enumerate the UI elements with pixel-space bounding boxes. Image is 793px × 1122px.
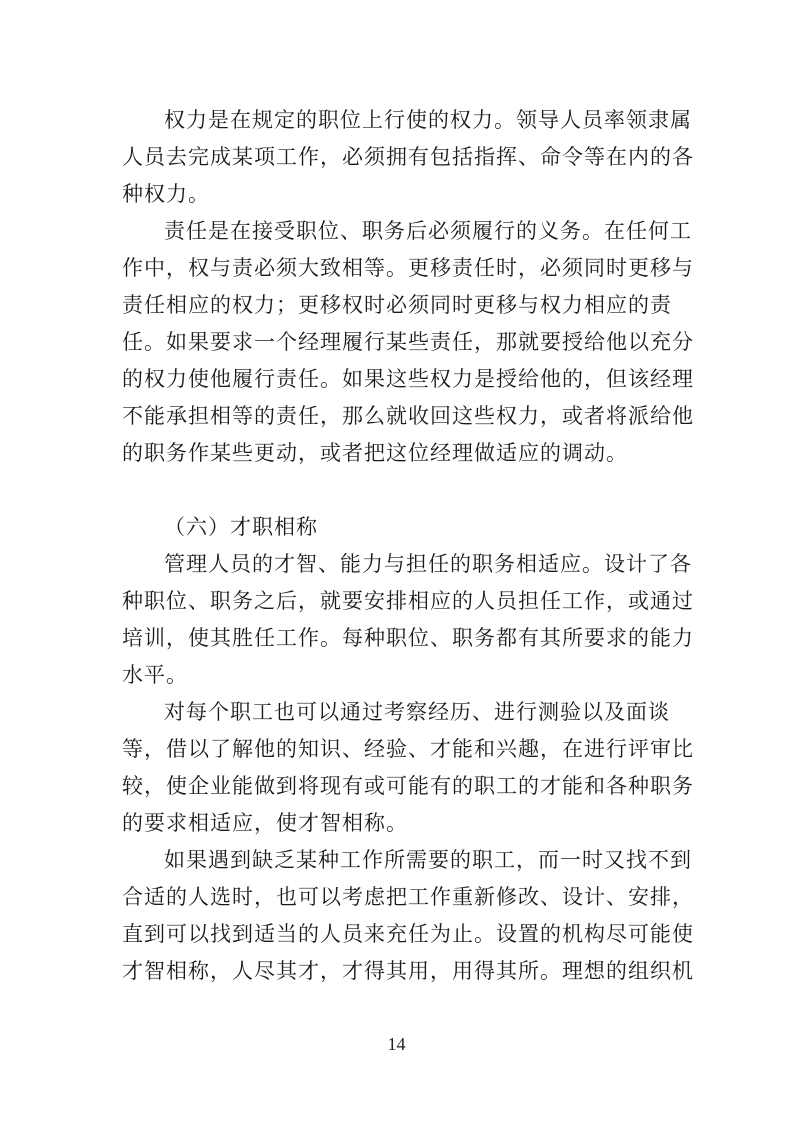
section-heading: （六）才职相称 <box>164 515 318 539</box>
paragraph-2-line-5: 的权力使他履行责任。如果这些权力是授给他的，但该经理 <box>122 367 694 391</box>
paragraph-2-line-3: 责任相应的权力；更移权时必须同时更移与权力相应的责 <box>122 293 672 317</box>
section-paragraph-3-line-2: 合适的人选时，也可以考虑把工作重新修改、设计、安排， <box>122 885 694 909</box>
section-paragraph-3-line-4: 才智相称，人尽其才，才得其用，用得其所。理想的组织机 <box>122 959 694 983</box>
paragraph-2-line-2: 作中，权与责必须大致相等。更移责任时，必须同时更移与 <box>122 256 694 280</box>
section-paragraph-1-line-3: 培训，使其胜任工作。每种职位、职务都有其所要求的能力 <box>122 626 694 650</box>
paragraph-2-line-6: 不能承担相等的责任，那么就收回这些权力，或者将派给他 <box>122 404 694 428</box>
section-paragraph-2-line-1: 对每个职工也可以通过考察经历、进行测验以及面谈 <box>164 700 670 724</box>
page-number: 14 <box>387 1034 406 1054</box>
paragraph-1-line-2: 人员去完成某项工作，必须拥有包括指挥、命令等在内的各 <box>122 145 694 169</box>
section-paragraph-1-line-4: 水平。 <box>122 663 188 687</box>
paragraph-2-line-7: 的职务作某些更动，或者把这位经理做适应的调动。 <box>122 441 628 465</box>
section-paragraph-3-line-3: 直到可以找到适当的人员来充任为止。设置的机构尽可能使 <box>122 922 694 946</box>
paragraph-2-line-4: 任。如果要求一个经理履行某些责任，那就要授给他以充分 <box>122 330 694 354</box>
paragraph-1-line-3: 种权力。 <box>122 182 210 206</box>
section-paragraph-2-line-4: 的要求相适应，使才智相称。 <box>122 811 408 835</box>
section-paragraph-2-line-2: 等，借以了解他的知识、经验、才能和兴趣，在进行评审比 <box>122 737 694 761</box>
section-paragraph-3-line-1: 如果遇到缺乏某种工作所需要的职工，而一时又找不到 <box>164 848 692 872</box>
paragraph-2-line-1: 责任是在接受职位、职务后必须履行的义务。在任何工 <box>164 219 692 243</box>
section-paragraph-1-line-2: 种职位、职务之后，就要安排相应的人员担任工作，或通过 <box>122 589 694 613</box>
paragraph-1-line-1: 权力是在规定的职位上行使的权力。领导人员率领隶属 <box>164 108 692 132</box>
section-paragraph-2-line-3: 较，使企业能做到将现有或可能有的职工的才能和各种职务 <box>122 774 694 798</box>
section-paragraph-1-line-1: 管理人员的才智、能力与担任的职务相适应。设计了各 <box>164 552 692 576</box>
